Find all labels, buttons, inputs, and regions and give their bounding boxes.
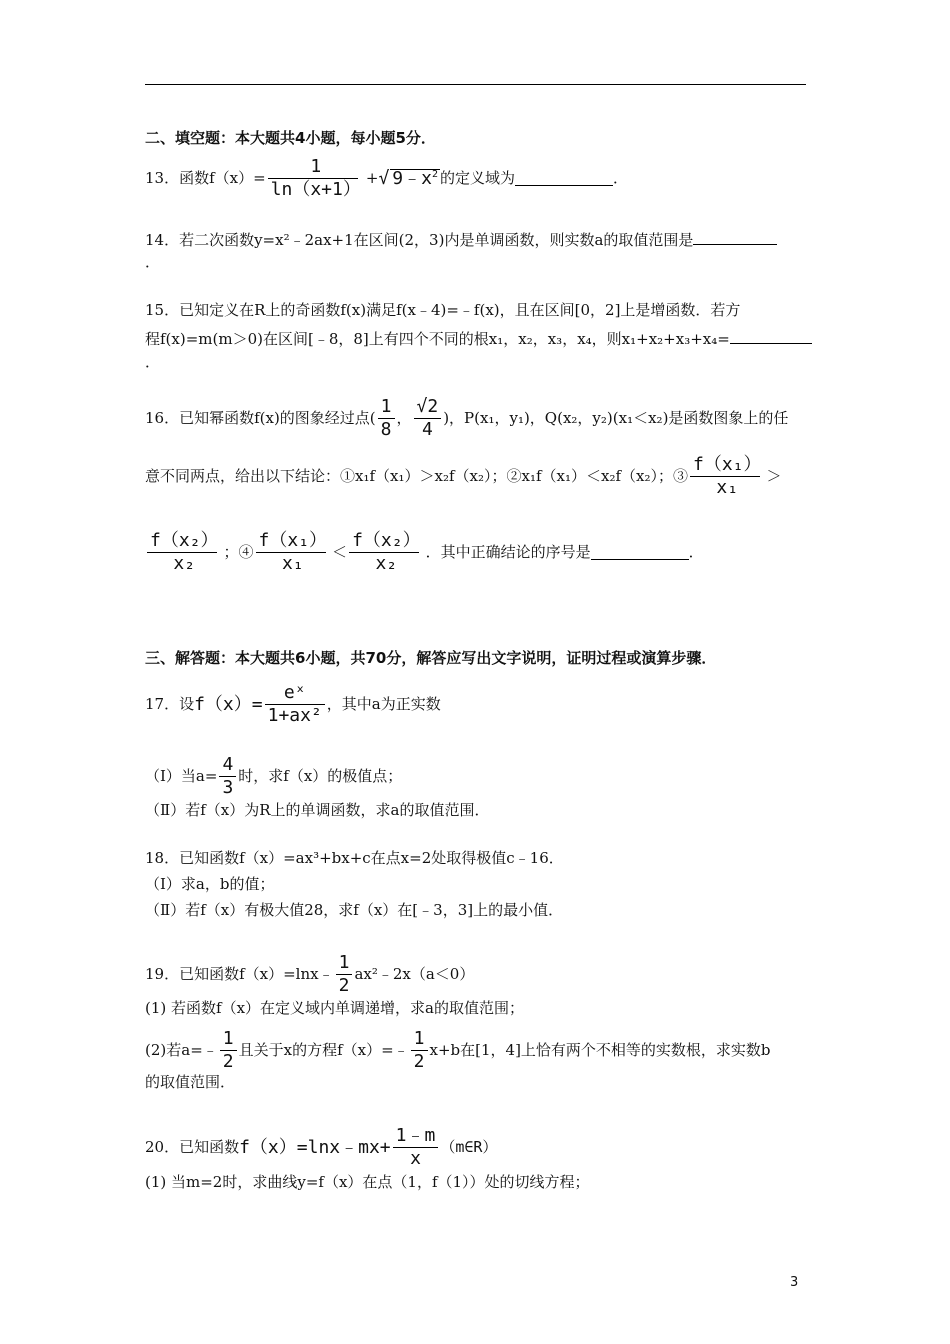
q16-frac-4b: $\frac{\text{f（x₂）}}{\text{x₂}}$ <box>349 532 424 573</box>
q15-line3: ． <box>145 353 161 371</box>
q17-p1-fraction: $\frac{4}{3}$ <box>219 756 236 797</box>
q19-p2-frac1: $\frac{1}{2}$ <box>220 1030 237 1071</box>
q20-fraction: $\frac{1﹣m}{x}$ <box>393 1127 439 1168</box>
q16-answer-blank <box>591 545 689 560</box>
q18-line2: （Ⅰ）求a，b的值； <box>145 875 275 893</box>
q16-frac-4a: $\frac{\text{f（x₁）}}{\text{x₁}}$ <box>256 532 331 573</box>
q13-frac-num: 1 <box>310 156 322 177</box>
question-17: 17．设 f（x）= $\frac{\text{eˣ}}{\text{1+ax²}}$ ，其中a为正实数 <box>145 682 441 726</box>
q13-answer-blank <box>515 171 613 186</box>
q16-rest1: )，P(x₁，y₁)，Q(x₂，y₂)(x₁＜x₂)是函数图象上的任 <box>443 409 789 427</box>
q19-part2-line2: 的取值范围． <box>145 1073 236 1091</box>
section-2-heading: 二、填空题：本大题共4小题，每小题5分． <box>145 129 436 147</box>
question-16-line1: 16．已知幂函数f(x)的图象经过点( $\frac{1}{8}$ ， $\frac{√2}{4}$ )，P(x₁，y₁)，Q(x₂，y₂)(x₁＜x₂)是函数图象上的任 <box>145 396 789 440</box>
question-16-line3: $\frac{\text{f（x₂）}}{\text{x₂}}$ ；④ $\frac{\text{f（x₁）}}{\text{x₁}}$ ＜ $\frac{\text{f（x₂）}}{\text{x₂}}$ ．其中正确结论的序号是 ． <box>145 532 704 573</box>
question-14 <box>145 230 777 248</box>
question-15-line2 <box>145 329 812 347</box>
q19-part1: (1) 若函数f（x）在定义域内单调递增，求a的取值范围； <box>145 999 524 1017</box>
q13-sqrt-sign: √ <box>378 167 390 189</box>
q15-line1: 15．已知定义在R上的奇函数f(x)满足f(x﹣4)=﹣f(x)，且在区间[0，2]上是增函数．若方 <box>145 301 741 319</box>
page-number: 3 <box>790 1275 799 1290</box>
q16-lead: 16．已知幂函数f(x)的图象经过点( <box>145 409 376 427</box>
question-13 <box>145 158 628 199</box>
q15-answer-blank <box>730 329 812 344</box>
q20-fx: f（x）=lnx﹣mx+ <box>239 1136 391 1158</box>
question-20: 20．已知函数 f（x）=lnx﹣mx+ $\frac{1﹣m}{x}$ （m∈R） <box>145 1125 498 1169</box>
q16-point-x: $\frac{1}{8}$ <box>378 398 395 439</box>
q13-fraction <box>268 158 364 199</box>
q14-answer-blank <box>693 230 777 245</box>
q17-part2: （Ⅱ）若f（x）为R上的单调函数，求a的取值范围． <box>145 801 490 819</box>
section-3-heading: 三、解答题：本大题共6小题，共70分，解答应写出文字说明，证明过程或演算步骤． <box>145 649 717 667</box>
question-16-line2: 意不同两点，给出以下结论：①x₁f（x₁）＞x₂f（x₂）；②x₁f（x₁）＜x₂f（x₂）；③ $\frac{\text{f（x₁）}}{\text{x₁}}$ ＞ <box>145 454 782 498</box>
q16-point-y: $\frac{√2}{4}$ <box>414 398 442 439</box>
q13-end: ． <box>613 169 629 187</box>
q13-frac-den: ln（x+1） <box>270 179 361 200</box>
q19-fraction: $\frac{1}{2}$ <box>336 954 353 995</box>
q15-line2: 程f(x)=m(m＞0)在区间[﹣8，8]上有四个不同的根x₁，x₂，x₃，x₄，则x₁+x₂+x₃+x₄= <box>145 330 730 348</box>
question-19: 19．已知函数f（x）=lnx﹣ $\frac{1}{2}$ ax²﹣2x（a＜0） <box>145 952 475 996</box>
q13-sqrt: $9﹣x^2$ <box>392 168 438 189</box>
q16-line2: 意不同两点，给出以下结论：①x₁f（x₁）＞x₂f（x₂）；②x₁f（x₁）＜x₂f（x₂）；③ <box>145 467 688 485</box>
q17-part1: （Ⅰ）当a= $\frac{4}{3}$ 时，求f（x）的极值点； <box>145 754 403 798</box>
q13-lead: 13．函数f（x）= <box>145 169 266 187</box>
q18-line1: 18．已知函数f（x）=ax³+bx+c在点x=2处取得极值c﹣16． <box>145 849 564 867</box>
q16-frac-3a: $\frac{\text{f（x₁）}}{\text{x₁}}$ <box>690 456 765 497</box>
q14-line1: 14．若二次函数y=x²﹣2ax+1在区间(2，3)内是单调函数，则实数a的取值范围是 <box>145 231 694 249</box>
q16-tail: ．其中正确结论的序号是 <box>425 543 591 561</box>
q19-p2-frac2: $\frac{1}{2}$ <box>411 1030 428 1071</box>
q13-plus: + <box>365 169 379 187</box>
q20-part1: (1) 当m=2时，求曲线y=f（x）在点（1，f（1））处的切线方程； <box>145 1173 590 1191</box>
q16-frac-3b: $\frac{\text{f（x₂）}}{\text{x₂}}$ <box>147 532 222 573</box>
q17-fx: f（x）= <box>194 693 263 715</box>
q18-line3: （Ⅱ）若f（x）有极大值28，求f（x）在[﹣3，3]上的最小值． <box>145 901 564 919</box>
q14-line2: ． <box>145 253 161 271</box>
q19-part2: (2)若a=﹣ $\frac{1}{2}$ 且关于x的方程f（x）=﹣ $\frac{1}{2}$ x+b在[1，4]上恰有两个不相等的实数根，求实数b <box>145 1028 771 1072</box>
q13-tail: 的定义域为 <box>440 169 516 187</box>
q17-fraction: $\frac{\text{eˣ}}{\text{1+ax²}}$ <box>265 684 325 725</box>
q17-tail: ，其中a为正实数 <box>326 695 441 713</box>
top-rule <box>145 84 806 85</box>
